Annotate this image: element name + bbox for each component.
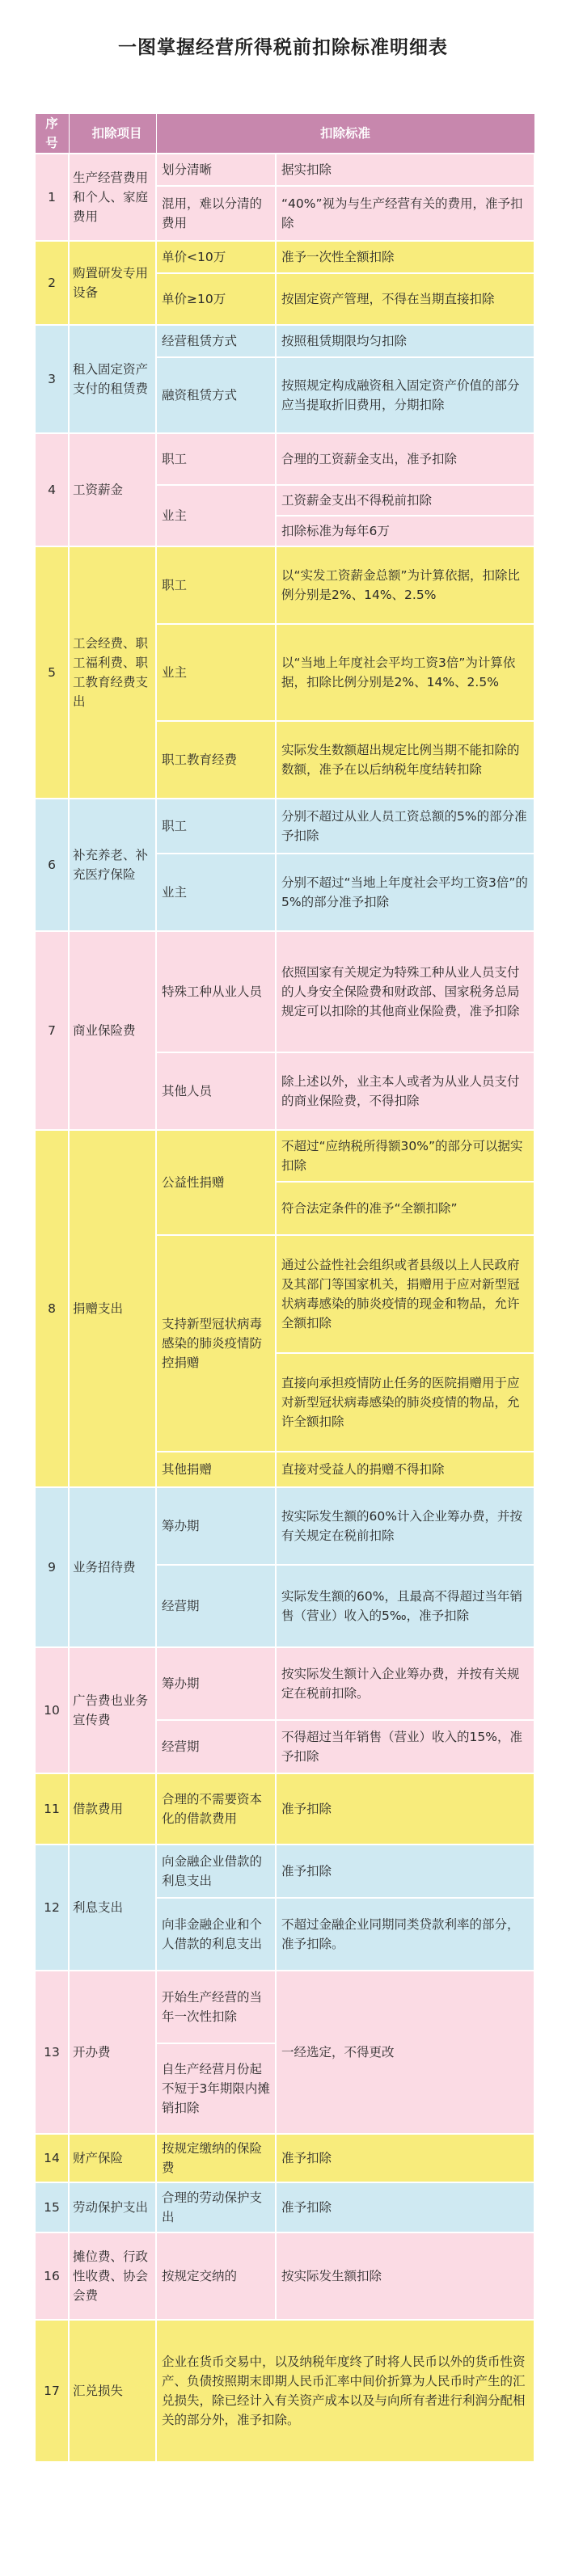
sub-item: 单价≥10万 [156, 273, 276, 325]
sub-item: 筹办期 [156, 1487, 276, 1565]
table-row [35, 433, 534, 485]
sub-item: 职工 [156, 433, 276, 485]
row-item: 工资薪金 [69, 433, 156, 546]
sub-item: 自生产经营月份起不短于3年期限内摊销扣除 [156, 2043, 276, 2134]
row-item: 劳动保护支出 [69, 2182, 156, 2232]
row-no: 11 [35, 1773, 69, 1845]
header-item: 扣除项目 [69, 114, 156, 154]
row-item: 借款费用 [69, 1773, 156, 1845]
standard-cell: 一经选定，不得更改 [276, 1971, 534, 2134]
row-item: 摊位费、行政性收费、协会会费 [69, 2232, 156, 2320]
row-no: 7 [35, 931, 69, 1130]
row-item: 商业保险费 [69, 931, 156, 1130]
table-header-row [35, 114, 534, 154]
row-item: 租入固定资产支付的租赁费 [69, 325, 156, 433]
table-row [35, 1487, 534, 1565]
standard-cell: 合理的工资薪金支出，准予扣除 [276, 433, 534, 485]
standard-cell: 实际发生数额超出规定比例当期不能扣除的数额，准予在以后纳税年度结转扣除 [276, 721, 534, 799]
sub-item: 其他人员 [156, 1052, 276, 1130]
sub-item: 职工 [156, 799, 276, 854]
table-row [35, 2232, 534, 2320]
row-item: 捐赠支出 [69, 1130, 156, 1487]
row-no: 6 [35, 799, 69, 931]
sub-item: 按规定缴纳的保险费 [156, 2134, 276, 2182]
sub-item: 开始生产经营的当年一次性扣除 [156, 1971, 276, 2043]
sub-item: 经营期 [156, 1565, 276, 1647]
row-no: 12 [35, 1845, 69, 1971]
sub-item: 其他捐赠 [156, 1452, 276, 1487]
header-standard: 扣除标准 [156, 114, 534, 154]
standard-cell: 不超过“应纳税所得额30%”的部分可以据实扣除 [276, 1130, 534, 1182]
sub-item: 划分清晰 [156, 154, 276, 186]
sub-item: 公益性捐赠 [156, 1130, 276, 1235]
standard-cell: 按实际发生额的60%计入企业筹办费，并按有关规定在税前扣除 [276, 1487, 534, 1565]
standard-cell: 工资薪金支出不得税前扣除 [276, 485, 534, 516]
row-no: 17 [35, 2320, 69, 2462]
standard-cell: 扣除标准为每年6万 [276, 516, 534, 546]
table-row [35, 799, 534, 854]
standard-cell: 除上述以外，业主本人或者为从业人员支付的商业保险费，不得扣除 [276, 1052, 534, 1130]
table-row [35, 1845, 534, 1898]
sub-item: 业主 [156, 624, 276, 721]
sub-item: 按规定交纳的 [156, 2232, 276, 2320]
sub-item: 业主 [156, 485, 276, 546]
table-row [35, 1130, 534, 1182]
row-no: 5 [35, 546, 69, 799]
standard-cell: 直接对受益人的捐赠不得扣除 [276, 1452, 534, 1487]
standard-cell: 企业在货币交易中，以及纳税年度终了时将人民币以外的货币性资产、负债按照期末即期人民币汇率中间价折算为人民币时产生的汇兑损失，除已经计入有关资产成本以及与向所有者进行利润分配相关的部分外，准予扣除。 [156, 2320, 534, 2462]
row-item: 财产保险 [69, 2134, 156, 2182]
standard-cell: 依照国家有关规定为特殊工种从业人员支付的人身安全保险费和财政部、国家税务总局规定可以扣除的其他商业保险费，准予扣除 [276, 931, 534, 1052]
sub-item: 职工 [156, 546, 276, 624]
row-item: 购置研发专用设备 [69, 241, 156, 325]
row-no: 2 [35, 241, 69, 325]
standard-cell: 准予扣除 [276, 1845, 534, 1898]
header-no: 序号 [35, 114, 69, 154]
standard-cell: 符合法定条件的准予“全额扣除” [276, 1182, 534, 1235]
row-item: 广告费也业务宣传费 [69, 1647, 156, 1773]
standard-cell: 以“实发工资薪金总额”为计算依据，扣除比例分别是2%、14%、2.5% [276, 546, 534, 624]
table-row [35, 2320, 534, 2462]
table-row [35, 931, 534, 1052]
row-no: 8 [35, 1130, 69, 1487]
table-row [35, 2182, 534, 2232]
table-row [35, 1647, 534, 1720]
standard-cell: 按实际发生额计入企业筹办费，并按有关规定在税前扣除。 [276, 1647, 534, 1720]
sub-item: 经营期 [156, 1720, 276, 1773]
row-no: 13 [35, 1971, 69, 2134]
standard-cell: 按固定资产管理，不得在当期直接扣除 [276, 273, 534, 325]
table-row [35, 546, 534, 624]
table-row [35, 154, 534, 186]
sub-item: 融资租赁方式 [156, 357, 276, 433]
standard-cell: 直接向承担疫情防止任务的医院捐赠用于应对新型冠状病毒感染的肺炎疫情的物品，允许全额扣除 [276, 1353, 534, 1452]
standard-cell: 通过公益性社会组织或者县级以上人民政府及其部门等国家机关，捐赠用于应对新型冠状病毒感染的肺炎疫情的现金和物品，允许全额扣除 [276, 1235, 534, 1353]
row-item: 补充养老、补充医疗保险 [69, 799, 156, 931]
sub-item: 业主 [156, 854, 276, 931]
sub-item: 合理的不需要资本化的借款费用 [156, 1773, 276, 1845]
sub-item: 职工教育经费 [156, 721, 276, 799]
row-no: 15 [35, 2182, 69, 2232]
standard-cell: 准予扣除 [276, 2182, 534, 2232]
row-item: 工会经费、职工福利费、职工教育经费支出 [69, 546, 156, 799]
standard-cell: 按照规定构成融资租入固定资产价值的部分应当提取折旧费用，分期扣除 [276, 357, 534, 433]
table-row [35, 325, 534, 357]
sub-item: 特殊工种从业人员 [156, 931, 276, 1052]
standard-cell: 准予扣除 [276, 1773, 534, 1845]
standard-cell: “40%”视为与生产经营有关的费用，准予扣除 [276, 186, 534, 241]
standard-cell: 不得超过当年销售（营业）收入的15%，准予扣除 [276, 1720, 534, 1773]
sub-item: 经营租赁方式 [156, 325, 276, 357]
row-item: 业务招待费 [69, 1487, 156, 1647]
row-no: 14 [35, 2134, 69, 2182]
table-row [35, 2134, 534, 2182]
deduction-table [34, 113, 535, 2463]
row-item: 生产经营费用和个人、家庭费用 [69, 154, 156, 241]
sub-item: 支持新型冠状病毒感染的肺炎疫情防控捐赠 [156, 1235, 276, 1452]
row-item: 汇兑损失 [69, 2320, 156, 2462]
sub-item: 合理的劳动保护支出 [156, 2182, 276, 2232]
row-no: 1 [35, 154, 69, 241]
standard-cell: 据实扣除 [276, 154, 534, 186]
standard-cell: 实际发生额的60%，且最高不得超过当年销售（营业）收入的5‰，准予扣除 [276, 1565, 534, 1647]
standard-cell: 准予一次性全额扣除 [276, 241, 534, 273]
row-no: 4 [35, 433, 69, 546]
table-row [35, 1971, 534, 2043]
row-no: 9 [35, 1487, 69, 1647]
standard-cell: 不超过金融企业同期同类贷款利率的部分，准予扣除。 [276, 1898, 534, 1971]
row-no: 16 [35, 2232, 69, 2320]
sub-item: 向金融企业借款的利息支出 [156, 1845, 276, 1898]
sub-item: 混用，难以分清的费用 [156, 186, 276, 241]
standard-cell: 准予扣除 [276, 2134, 534, 2182]
table-row [35, 241, 534, 273]
standard-cell: 分别不超过从业人员工资总额的5%的部分准予扣除 [276, 799, 534, 854]
page-title: 一图掌握经营所得税前扣除标准明细表 [118, 37, 448, 58]
sub-item: 单价<10万 [156, 241, 276, 273]
standard-cell: 按照租赁期限均匀扣除 [276, 325, 534, 357]
table-row [35, 1773, 534, 1845]
row-no: 10 [35, 1647, 69, 1773]
row-item: 利息支出 [69, 1845, 156, 1971]
sub-item: 筹办期 [156, 1647, 276, 1720]
standard-cell: 分别不超过“当地上年度社会平均工资3倍”的5%的部分准予扣除 [276, 854, 534, 931]
row-no: 3 [35, 325, 69, 433]
sub-item: 向非金融企业和个人借款的利息支出 [156, 1898, 276, 1971]
row-item: 开办费 [69, 1971, 156, 2134]
standard-cell: 按实际发生额扣除 [276, 2232, 534, 2320]
standard-cell: 以“当地上年度社会平均工资3倍”为计算依据，扣除比例分别是2%、14%、2.5% [276, 624, 534, 721]
